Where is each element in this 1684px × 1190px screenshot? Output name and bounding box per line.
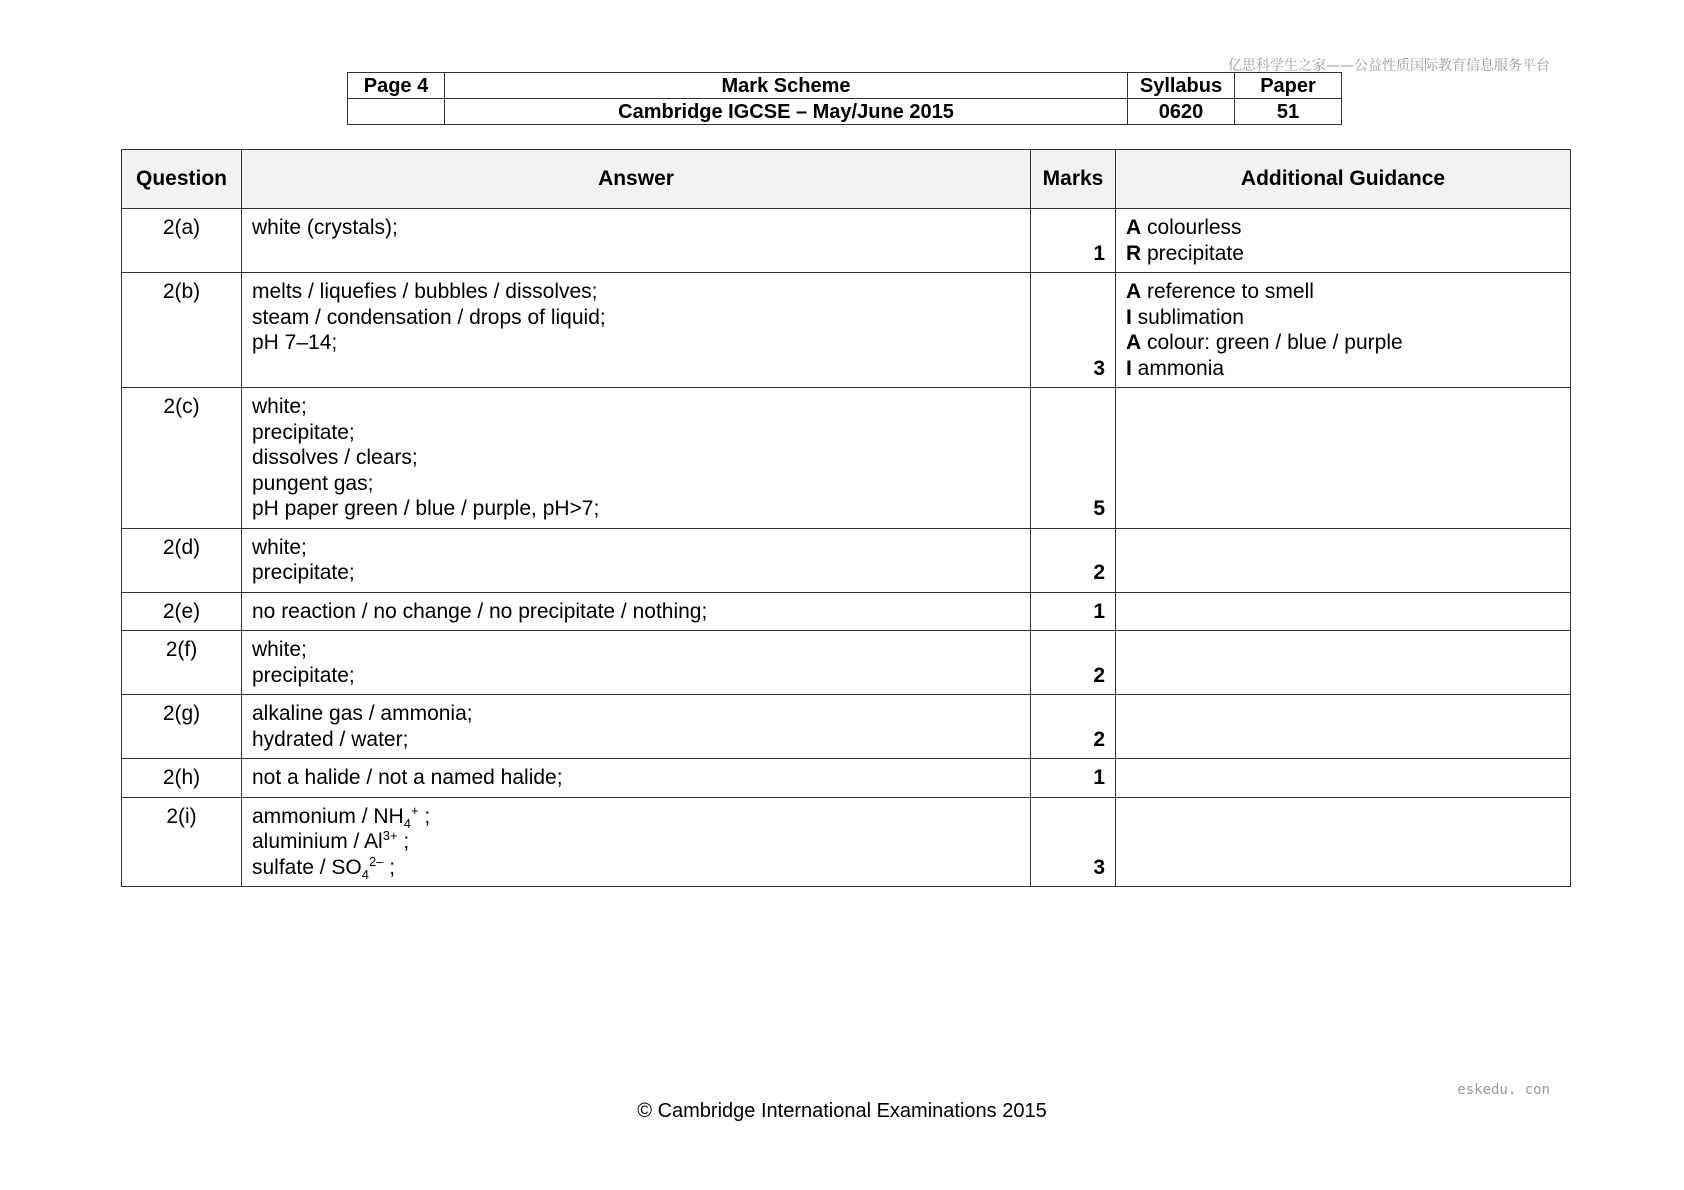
watermark-bottom: eskedu. con <box>1457 1082 1550 1098</box>
guidance-cell <box>1116 209 1571 273</box>
column-header-answer: Answer <box>242 150 1031 209</box>
guidance-text: colourless <box>1141 216 1242 239</box>
ion-subscript: 4 <box>361 866 369 882</box>
ion-charge: + <box>410 802 419 818</box>
question-number: 2(g) <box>122 695 242 759</box>
header-table <box>347 72 1342 125</box>
question-number: 2(a) <box>122 209 242 273</box>
question-number: 2(f) <box>122 631 242 695</box>
answer-cell <box>242 759 1031 798</box>
guidance-cell <box>1116 759 1571 798</box>
paper-value: 51 <box>1235 99 1342 125</box>
question-number: 2(h) <box>122 759 242 798</box>
watermark-top: 亿思科学生之家——公益性质国际教育信息服务平台 <box>1228 58 1550 74</box>
marks-value: 1 <box>1031 592 1116 631</box>
table-row <box>122 592 1571 631</box>
answer-cell <box>242 631 1031 695</box>
answer-line: not a halide / not a named halide; <box>252 766 563 789</box>
ion-subscript: 4 <box>403 815 411 831</box>
answer-line: white (crystals); <box>252 216 398 239</box>
table-row <box>122 759 1571 798</box>
guidance-cell <box>1116 631 1571 695</box>
answer-line: melts / liquefies / bubbles / dissolves; <box>252 280 598 303</box>
page-number: Page 4 <box>348 73 445 99</box>
table-row <box>122 631 1571 695</box>
answer-line: precipitate; <box>252 420 355 444</box>
ion-terminator: ; <box>418 804 431 828</box>
answer-line: white; <box>252 638 307 661</box>
column-header-question: Question <box>122 150 242 209</box>
guidance-line <box>1126 279 1560 305</box>
guidance-code: A <box>1126 280 1142 303</box>
answer-cell <box>242 797 1031 887</box>
marks-value: 1 <box>1031 209 1116 273</box>
marks-value: 2 <box>1031 528 1116 592</box>
copyright-footer: © Cambridge International Examinations 2015 <box>637 1100 1047 1122</box>
ion-answer-line <box>252 855 1020 881</box>
guidance-cell <box>1116 695 1571 759</box>
guidance-code: A <box>1126 216 1142 239</box>
paper-label: Paper <box>1235 73 1342 99</box>
answer-line: pH paper green / blue / purple, pH>7; <box>252 497 600 520</box>
ion-terminator: ; <box>383 855 396 879</box>
answer-line: steam / condensation / drops of liquid; <box>252 305 606 329</box>
marks-value: 1 <box>1031 759 1116 798</box>
guidance-line <box>1126 305 1560 331</box>
ion-answer-line <box>252 804 1020 830</box>
guidance-code: I <box>1126 305 1132 329</box>
ion-answer-line <box>252 829 1020 855</box>
table-row <box>122 209 1571 273</box>
guidance-cell <box>1116 528 1571 592</box>
answer-line: pH 7–14; <box>252 331 338 354</box>
answer-cell <box>242 388 1031 529</box>
guidance-code: A <box>1126 331 1142 354</box>
marks-value: 3 <box>1031 273 1116 388</box>
document-subtitle: Cambridge IGCSE – May/June 2015 <box>445 99 1128 125</box>
answer-cell <box>242 273 1031 388</box>
guidance-code: I <box>1126 356 1132 380</box>
guidance-line <box>1126 241 1560 267</box>
guidance-cell <box>1116 273 1571 388</box>
mark-scheme-table <box>121 149 1571 887</box>
marks-value: 5 <box>1031 388 1116 529</box>
question-number: 2(d) <box>122 528 242 592</box>
column-header-guidance: Additional Guidance <box>1116 150 1571 209</box>
answer-line: white; <box>252 535 307 559</box>
guidance-line <box>1126 215 1560 241</box>
table-row <box>122 273 1571 388</box>
document-title: Mark Scheme <box>445 73 1128 99</box>
answer-line: white; <box>252 395 307 418</box>
marks-value: 2 <box>1031 631 1116 695</box>
answer-cell <box>242 695 1031 759</box>
table-row <box>122 797 1571 887</box>
answer-line: pungent gas; <box>252 471 374 495</box>
ion-name: ammonium / NH <box>252 804 404 828</box>
guidance-line <box>1126 330 1560 356</box>
question-number: 2(e) <box>122 592 242 631</box>
ion-name: sulfate / SO <box>252 855 362 879</box>
guidance-text: precipitate <box>1141 241 1244 265</box>
answer-line: alkaline gas / ammonia; <box>252 702 473 725</box>
table-row <box>122 388 1571 529</box>
guidance-cell <box>1116 797 1571 887</box>
answer-line: precipitate; <box>252 663 355 687</box>
answer-cell <box>242 592 1031 631</box>
guidance-code: R <box>1126 241 1142 265</box>
answer-line: hydrated / water; <box>252 727 409 751</box>
guidance-text: ammonia <box>1131 356 1225 380</box>
marks-value: 3 <box>1031 797 1116 887</box>
answer-line: dissolves / clears; <box>252 446 418 469</box>
ion-name: aluminium / Al <box>252 830 383 853</box>
answer-line: precipitate; <box>252 561 355 584</box>
question-number: 2(i) <box>122 797 242 887</box>
answer-cell <box>242 209 1031 273</box>
guidance-text: colour: green / blue / purple <box>1141 331 1403 354</box>
syllabus-label: Syllabus <box>1128 73 1235 99</box>
table-header-row <box>122 150 1571 209</box>
guidance-text: sublimation <box>1131 305 1244 329</box>
guidance-text: reference to smell <box>1141 280 1314 303</box>
answer-line: no reaction / no change / no precipitate / nothing; <box>252 599 708 623</box>
ion-charge: 3+ <box>382 828 398 843</box>
guidance-cell <box>1116 388 1571 529</box>
question-number: 2(c) <box>122 388 242 529</box>
question-number: 2(b) <box>122 273 242 388</box>
page-number-blank <box>348 99 445 125</box>
table-row <box>122 528 1571 592</box>
column-header-marks: Marks <box>1031 150 1116 209</box>
ion-terminator: ; <box>397 830 410 853</box>
guidance-cell <box>1116 592 1571 631</box>
syllabus-value: 0620 <box>1128 99 1235 125</box>
table-row <box>122 695 1571 759</box>
guidance-line <box>1126 356 1560 382</box>
answer-cell <box>242 528 1031 592</box>
marks-value: 2 <box>1031 695 1116 759</box>
ion-charge: 2– <box>368 853 384 869</box>
